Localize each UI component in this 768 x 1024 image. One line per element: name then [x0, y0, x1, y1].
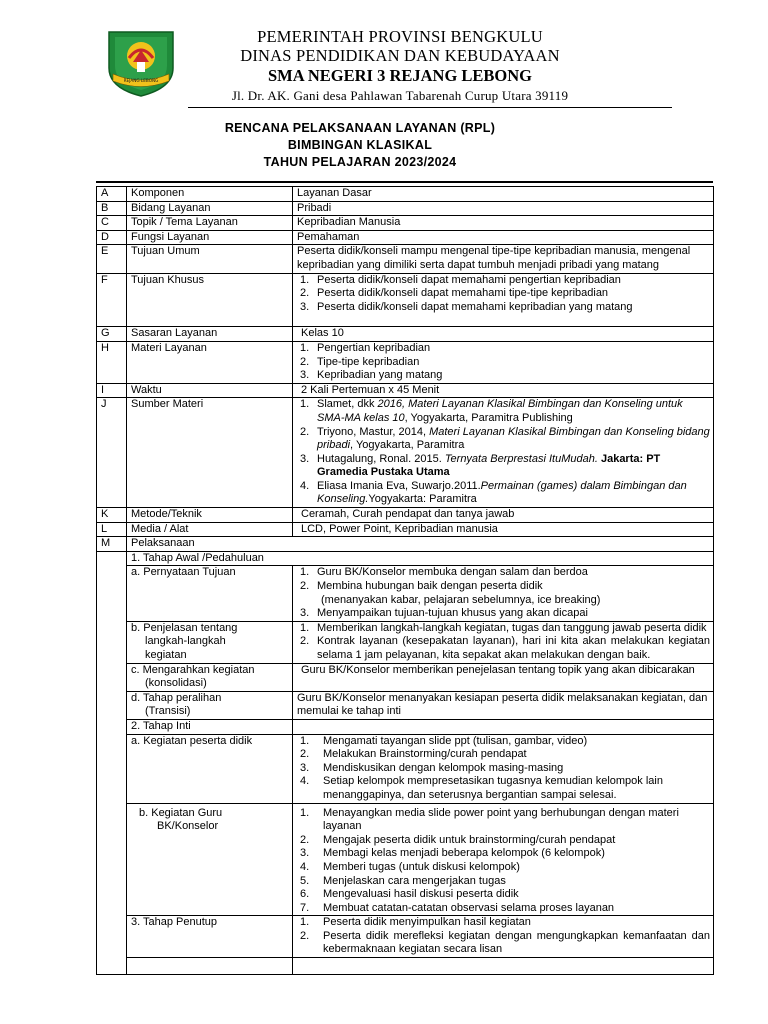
school-address: Jl. Dr. AK. Gani desa Pahlawan Tabarenah Curup Utara 39119	[231, 88, 569, 103]
item-number: 3.	[300, 761, 310, 774]
list-item	[297, 930, 710, 957]
row-label: Metode/Teknik	[127, 508, 293, 523]
table-row	[97, 230, 714, 245]
row-value	[293, 803, 714, 916]
rpl-table	[96, 186, 714, 975]
row-value	[293, 341, 714, 383]
label-line: kegiatan	[145, 649, 187, 661]
ref-title: Permainan (games) dalam Bimbingan dan Konseling.	[317, 479, 687, 506]
item-number: 1.	[300, 916, 310, 929]
item-number: 5.	[300, 874, 310, 887]
letterhead	[0, 0, 768, 112]
list-item	[297, 762, 710, 776]
school-name: SMA NEGERI 3 REJANG LEBONG	[267, 66, 533, 85]
table-row	[97, 551, 714, 566]
table-row	[97, 621, 714, 663]
table-row	[97, 341, 714, 383]
row-value: Layanan Dasar	[293, 187, 714, 202]
item-text: Menyampaikan tujuan-tujuan khusus yang akan dicapai	[317, 607, 588, 620]
ref-author: Triyono, Mastur, 2014,	[317, 425, 430, 438]
gov-name: PEMERINTAH PROVINSI BENGKULU	[257, 27, 543, 46]
ref-author: Eliasa Imania Eva, Suwarjo.2011.	[317, 479, 481, 492]
title-line-1: RENCANA PELAKSANAAN LAYANAN (RPL)	[224, 121, 496, 135]
item-number: 4.	[300, 775, 310, 788]
ref-author: Slamet, dkk	[317, 398, 378, 411]
letterhead-text	[190, 27, 610, 104]
row-letter: A	[97, 187, 127, 202]
row-value	[293, 621, 714, 663]
row-letter: M	[97, 537, 127, 552]
title-line-3: TAHUN PELAJARAN 2023/2024	[263, 155, 457, 169]
ref-title: 2016, Materi Layanan Klasikal Bimbingan dan Konseling untuk SMA-MA kelas 10	[317, 398, 683, 424]
table-row	[97, 187, 714, 202]
row-value: Peserta didik/konseli mampu mengenal tipe-tipe kepribadian manusia, mengenal kepribadian yang dimiliki serta dapat tumbuh menjadi pribadi yang matang	[293, 245, 714, 273]
pernyataan-tujuan-list	[297, 566, 710, 620]
list-item	[297, 748, 710, 762]
ref-author: Hutagalung, Ronal. 2015.	[317, 452, 445, 465]
row-value: Ceramah, Curah pendapat dan tanya jawab	[293, 508, 714, 523]
item-number: 2.	[300, 287, 310, 300]
list-item	[297, 369, 710, 383]
row-letter: I	[97, 383, 127, 398]
item-number: 2.	[300, 635, 310, 648]
item-number: 1.	[300, 806, 310, 819]
item-text: Menayangkan media slide power point yang berhubungan dengan materi layanan	[323, 806, 679, 833]
item-number: 1.	[300, 734, 310, 747]
row-label: a. Pernyataan Tujuan	[127, 566, 293, 621]
item-text: Peserta didik/konseli dapat memahami kepribadian yang matang	[317, 300, 633, 313]
item-text: Guru BK/Konselor membuka dengan salam dan berdoa	[317, 566, 588, 579]
sumber-materi-list	[297, 398, 710, 507]
row-label: Tujuan Khusus	[127, 273, 293, 327]
row-letter: G	[97, 327, 127, 342]
list-item	[297, 622, 710, 636]
row-value-blank	[293, 958, 714, 975]
item-number: 2.	[300, 929, 310, 942]
item-number: 1.	[300, 341, 310, 354]
row-value: LCD, Power Point, Kepribadian manusia	[293, 522, 714, 537]
row-value: Guru BK/Konselor memberikan penejelasan tentang topik yang akan dibicarakan	[293, 663, 714, 691]
label-line: b. Penjelasan tentang	[131, 621, 238, 634]
row-value: 2 Kali Pertemuan x 45 Menit	[293, 383, 714, 398]
row-label: Pelaksanaan	[127, 537, 714, 552]
item-number: 1.	[300, 566, 310, 579]
table-row	[97, 245, 714, 273]
penutup-list	[297, 916, 710, 957]
table-row	[97, 566, 714, 621]
list-item	[297, 861, 710, 875]
list-item	[297, 426, 710, 453]
list-item	[297, 342, 710, 356]
row-value: Pemahaman	[293, 230, 714, 245]
row-letter: B	[97, 201, 127, 216]
row-label-blank	[127, 958, 293, 975]
row-value: Kepribadian Manusia	[293, 216, 714, 231]
item-number: 4.	[300, 479, 310, 492]
title-line-2: BIMBINGAN KLASIKAL	[287, 138, 433, 152]
list-item	[297, 356, 710, 370]
kegiatan-peserta-list	[297, 735, 710, 803]
item-text: Peserta didik/konseli dapat memahami pengertian kepribadian	[317, 273, 621, 286]
item-number: 2.	[300, 833, 310, 846]
table-row	[97, 691, 714, 719]
table-row	[97, 719, 714, 734]
item-number: 7.	[300, 901, 310, 914]
svg-text:REJANG LEBONG: REJANG LEBONG	[123, 78, 159, 83]
item-number: 2.	[300, 748, 310, 761]
row-value: Guru BK/Konselor menanyakan kesiapan peserta didik melaksanakan kegiatan, dan memulai ke tahap inti	[293, 691, 714, 719]
ref-publisher: , Yogyakarta, Paramitra	[350, 439, 465, 452]
item-number: 3.	[300, 369, 310, 382]
ref-title: Materi Layanan Klasikal Bimbingan dan Konseling bidang pribadi	[317, 425, 710, 452]
row-letter: L	[97, 522, 127, 537]
province-logo	[103, 28, 179, 98]
row-letter: H	[97, 341, 127, 383]
row-letter: D	[97, 230, 127, 245]
row-label	[127, 803, 293, 916]
item-text: Tipe-tipe kepribadian	[317, 355, 420, 368]
label-line: langkah-langkah	[145, 635, 226, 648]
item-text: Peserta didik menyimpulkan hasil kegiatan	[323, 916, 531, 929]
table-row	[97, 216, 714, 231]
row-label	[127, 691, 293, 719]
item-number: 1.	[300, 621, 310, 634]
penjelasan-list	[297, 622, 710, 663]
list-item	[297, 480, 710, 507]
table-row	[97, 663, 714, 691]
item-text: Membagi kelas menjadi beberapa kelompok (6 kelompok)	[323, 847, 605, 860]
list-item	[297, 775, 710, 802]
table-row	[97, 383, 714, 398]
ref-publisher: Jakarta: PT Gramedia Pustaka Utama	[317, 452, 661, 479]
list-item	[297, 607, 710, 621]
list-item	[297, 875, 710, 889]
label-line: b. Kegiatan Guru	[139, 806, 223, 819]
row-value	[293, 566, 714, 621]
list-item	[297, 735, 710, 749]
letterhead-divider	[188, 107, 672, 108]
row-letter: J	[97, 398, 127, 508]
item-text: Memberi tugas (untuk diskusi kelompok)	[323, 860, 520, 873]
table-row	[97, 508, 714, 523]
row-label: a. Kegiatan peserta didik	[127, 734, 293, 803]
label-line: d. Tahap peralihan	[131, 691, 222, 704]
item-number: 1.	[300, 398, 310, 411]
item-number: 2.	[300, 425, 310, 438]
row-value: Pribadi	[293, 201, 714, 216]
list-item	[297, 580, 710, 594]
kegiatan-guru-list	[297, 807, 710, 916]
item-text: Peserta didik/konseli dapat memahami tipe-tipe kepribadian	[317, 287, 609, 300]
list-item	[297, 902, 710, 916]
stage-heading: 2. Tahap Inti	[127, 719, 293, 734]
row-value-blank	[293, 719, 714, 734]
row-letter: C	[97, 216, 127, 231]
table-row	[97, 958, 714, 975]
label-line: (konsolidasi)	[145, 677, 207, 690]
tujuan-khusus-list	[297, 274, 710, 315]
table-row	[97, 327, 714, 342]
list-item	[297, 287, 710, 301]
row-label: Sasaran Layanan	[127, 327, 293, 342]
item-text: Mengamati tayangan slide ppt (tulisan, gambar, video)	[323, 734, 588, 747]
row-label: Komponen	[127, 187, 293, 202]
item-number: 6.	[300, 888, 310, 901]
office-name: DINAS PENDIDIKAN DAN KEBUDAYAAN	[240, 46, 560, 65]
table-row	[97, 273, 714, 327]
item-text: Membina hubungan baik dengan peserta didik	[317, 580, 543, 593]
list-item	[297, 635, 710, 662]
table-row	[97, 734, 714, 803]
stage-heading: 1. Tahap Awal /Pedahuluan	[127, 551, 714, 566]
ref-title: Ternyata Berprestasi ItuMudah.	[444, 452, 598, 465]
table-row	[97, 398, 714, 508]
item-number: 3.	[300, 300, 310, 313]
row-label: Sumber Materi	[127, 398, 293, 508]
item-number: 2.	[300, 355, 310, 368]
item-text: (menanyakan kabar, pelajaran sebelumnya, ice breaking)	[321, 593, 601, 606]
list-item	[297, 888, 710, 902]
list-item	[297, 834, 710, 848]
item-text: Melakukan Brainstorming/curah pendapat	[323, 748, 527, 761]
item-text: Mendiskusikan dengan kelompok masing-masing	[323, 761, 564, 774]
list-item	[297, 566, 710, 580]
row-label: Topik / Tema Layanan	[127, 216, 293, 231]
row-label: Waktu	[127, 383, 293, 398]
row-value	[293, 398, 714, 508]
table-row	[97, 537, 714, 552]
row-letter-blank	[97, 551, 127, 974]
label-line: (Transisi)	[145, 705, 191, 718]
row-value	[293, 734, 714, 803]
list-item	[297, 301, 710, 315]
materi-list	[297, 342, 710, 383]
list-item	[297, 807, 710, 834]
row-value	[293, 273, 714, 327]
table-row	[97, 201, 714, 216]
row-label	[127, 621, 293, 663]
item-text: Peserta didik merefleksi kegiatan dengan mengungkapkan kemanfaatan dan kebermaknaan kegiatan secara lisan	[323, 929, 710, 956]
item-text: Setiap kelompok mempresetasikan tugasnya kemudian kelompok lain menanggapinya, dan seterusnya bergantian sampai selesai.	[323, 775, 663, 801]
table-row	[97, 916, 714, 958]
list-item	[297, 274, 710, 288]
label-line: c. Mengarahkan kegiatan	[131, 663, 255, 676]
item-text: Membuat catatan-catatan observasi selama proses layanan	[323, 901, 615, 914]
item-number: 1.	[300, 273, 310, 286]
ref-publisher: , Yogyakarta, Paramitra Publishing	[404, 411, 573, 424]
item-text: Menjelaskan cara mengerjakan tugas	[323, 874, 506, 887]
item-number: 3.	[300, 847, 310, 860]
row-label: Tujuan Umum	[127, 245, 293, 273]
row-letter: F	[97, 273, 127, 327]
row-label: Fungsi Layanan	[127, 230, 293, 245]
row-label	[127, 663, 293, 691]
list-item	[297, 453, 710, 480]
row-letter: E	[97, 245, 127, 273]
item-number: 3.	[300, 452, 310, 465]
row-label: Bidang Layanan	[127, 201, 293, 216]
item-number: 4.	[300, 860, 310, 873]
row-value: Kelas 10	[293, 327, 714, 342]
item-number: 3.	[300, 607, 310, 620]
ref-publisher: Yogyakarta: Paramitra	[368, 493, 477, 506]
table-top-rule	[96, 181, 713, 183]
item-text: Pengertian kepribadian	[317, 341, 431, 354]
list-item	[297, 594, 710, 608]
table-row	[97, 803, 714, 916]
label-line: BK/Konselor	[157, 820, 219, 833]
row-label: Materi Layanan	[127, 341, 293, 383]
row-label: Media / Alat	[127, 522, 293, 537]
row-letter: K	[97, 508, 127, 523]
list-item	[297, 398, 710, 425]
item-text: Kontrak layanan (kesepakatan layanan), hari ini kita akan melakukan kegiatan selama 1 jam pelayanan, kita sepakat akan melakukan dengan baik.	[317, 635, 710, 661]
list-item	[297, 916, 710, 930]
row-value	[293, 916, 714, 958]
document-title	[100, 120, 620, 171]
item-text: Kepribadian yang matang	[317, 369, 443, 382]
table-row	[97, 522, 714, 537]
stage-heading: 3. Tahap Penutup	[127, 916, 293, 958]
item-number: 2.	[300, 580, 310, 593]
item-text: Mengevaluasi hasil diskusi peserta didik	[323, 888, 519, 901]
list-item	[297, 847, 710, 861]
item-text: Memberikan langkah-langkah kegiatan, tugas dan tanggung jawab peserta didik	[317, 621, 707, 634]
item-text: Mengajak peserta didik untuk brainstorming/curah pendapat	[323, 833, 616, 846]
